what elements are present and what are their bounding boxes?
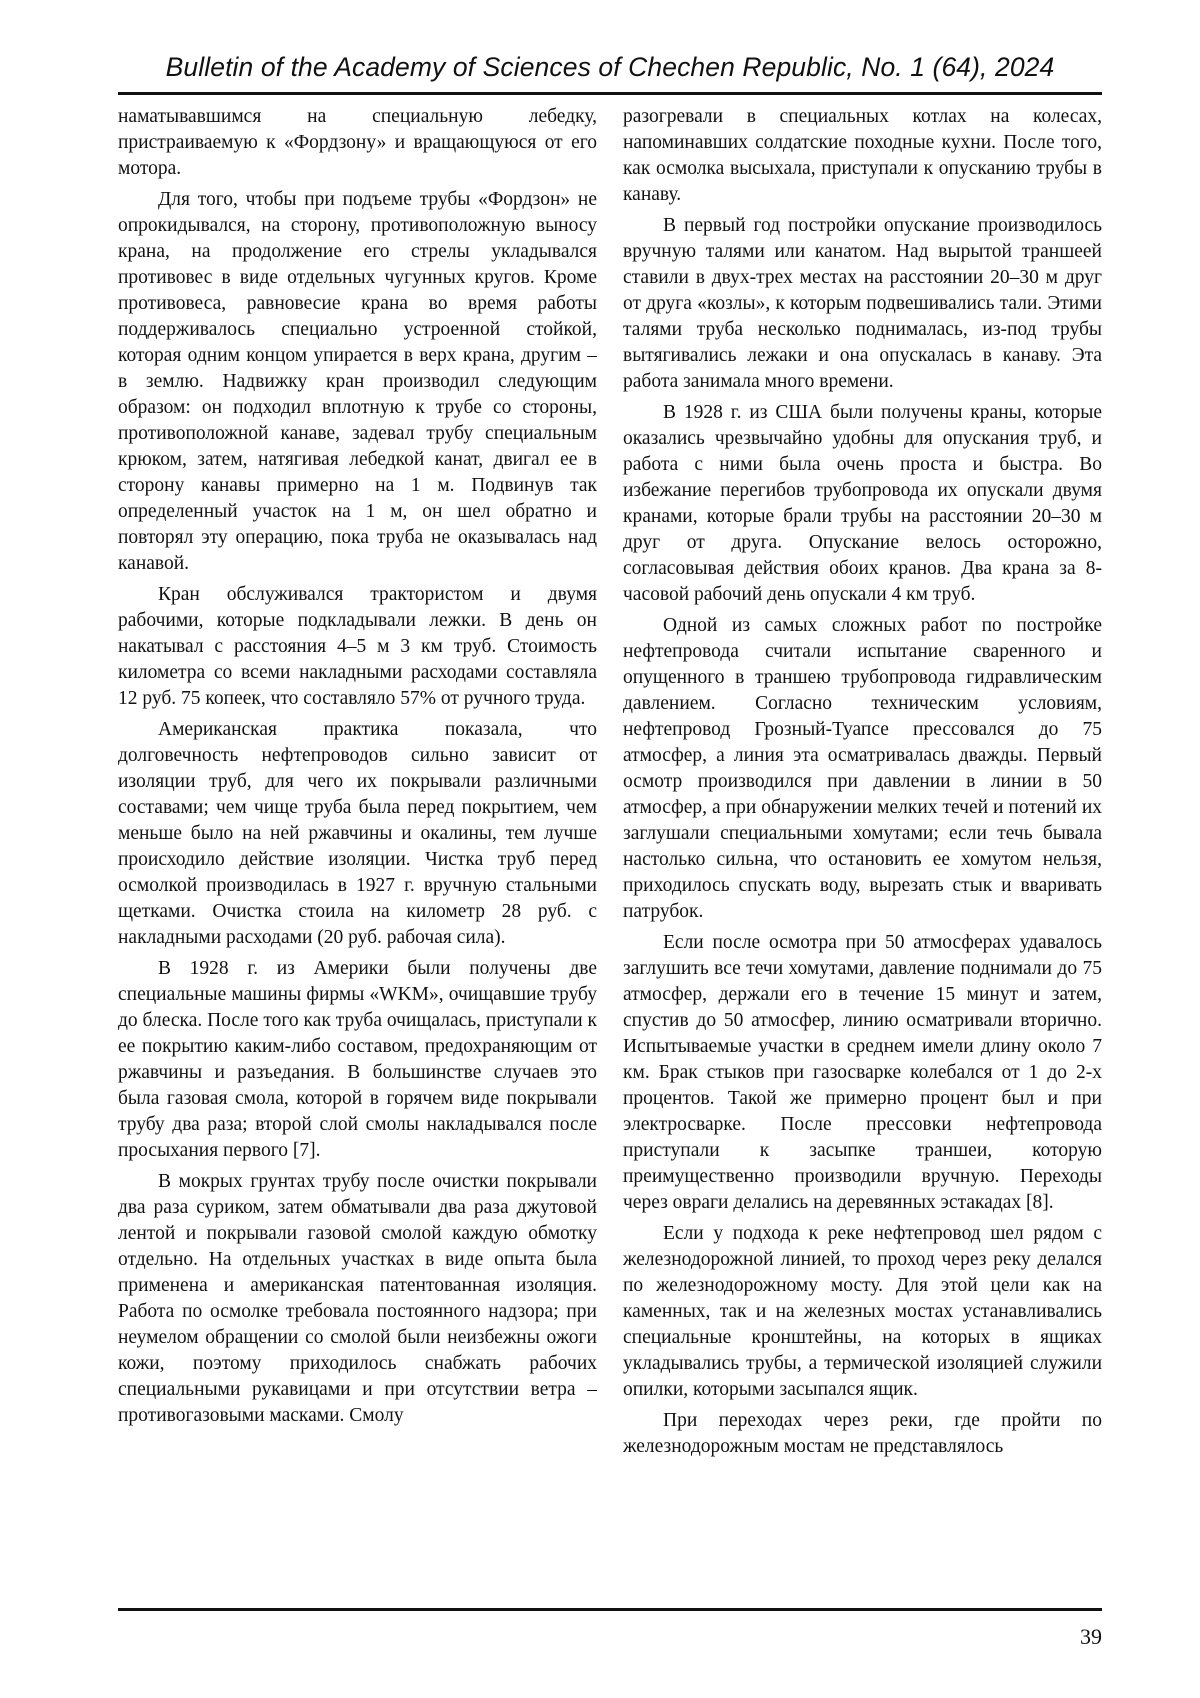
paragraph: В мокрых грунтах трубу после очистки покрывали два раза суриком, затем обматывали два раза джутовой лентой и покрывали газовой смолой каждую обмотку отдельно. На отдельных участках в виде опыта была применена и американская патентованная изоляция. Работа по осмолке требовала постоянного надзора; при неумелом обращении со смолой были неизбежны ожоги кожи, поэтому приходилось снабжать рабочих специальными рукавицами и при отсутствии ветра – противогазовыми масками. Смолу [118,1171,597,1426]
paragraph: В 1928 г. из Америки были получены две специальные машины фирмы «WKM», очищавшие трубу до блеска. После того как труба очищалась, приступали к ее покрытию каким-либо составом, предохраняющим от ржавчины и разъедания. В большинстве случаев это была газовая смола, которой в горячем виде покрывали трубу два раза; второй слой смолы накладывался после просыхания первого [7]. [118,958,597,1161]
paragraph: Если у подхода к реке нефтепровод шел рядом с железнодорожной линией, то проход через реку делался по железнодорожному мосту. Для этой цели как на каменных, так и на железных мостах устанавливались специальные кронштейны, на которых в ящиках укладывались трубы, а термической изоляцией служили опилки, которыми засыпался ящик. [623,1223,1102,1400]
paragraph: Для того, чтобы при подъеме трубы «Фордзон» не опрокидывался, на сторону, противоположную выносу крана, на продолжение его стрелы укладывался противовес в виде отдельных чугунных кругов. Кроме противовеса, равновесие крана во время работы поддерживалось специально устроенной стойкой, которая одним концом упирается в верх крана, другим – в землю. Надвижку кран производил следующим образом: он подходил вплотную к трубе со стороны, противоположной канаве, задевал трубу специальным крюком, затем, натягивая лебедкой канат, двигал ее в сторону канавы примерно на 1 м. Подвинув так определенный участок на 1 м, он шел обратно и повторял эту операцию, пока труба не оказывалась над канавой. [118,189,597,574]
footer-rule [118,1608,1102,1611]
paragraph: При переходах через реки, где пройти по железнодорожным мостам не представлялось [623,1410,1102,1457]
page-number: 39 [1080,1624,1102,1649]
paragraph: Если после осмотра при 50 атмосферах удавалось заглушить все течи хомутами, давление поднимали до 75 атмосфер, держали его в течение 15 минут и затем, спустив до 50 атмосфер, линию осматривали вторично. Испытываемые участки в среднем имели длину около 7 км. Брак стыков при газосварке колебался от 1 до 2-х процентов. Такой же примерно процент был и при электросварке. После прессовки нефтепровода приступали к засыпке траншеи, которую преимущественно производили вручную. Переходы через овраги делались на деревянных эстакадах [8]. [623,932,1102,1213]
header-rule [118,92,1102,95]
paragraph: Кран обслуживался трактористом и двумя рабочими, которые подкладывали лежки. В день он накатывал с расстояния 4–5 м 3 км труб. Стоимость километра со всеми накладными расходами составляла 12 руб. 75 копеек, что составляло 57% от ручного труда. [118,584,597,709]
paragraph: разогревали в специальных котлах на колесах, напоминавших солдатские походные кухни. После того, как осмолка высыхала, приступали к опусканию трубы в канаву. [623,106,1102,205]
paragraph: Американская практика показала, что долговечность нефтепроводов сильно зависит от изоляции труб, для чего их покрывали различными составами; чем чище труба была перед покрытием, чем меньше было на ней ржавчины и окалины, тем лучше происходило действие изоляции. Чистка труб перед осмолкой производилась в 1927 г. вручную стальными щетками. Очистка стоила на километр 28 руб. с накладными расходами (20 руб. рабочая сила). [118,719,597,948]
running-header: Bulletin of the Academy of Sciences of Chechen Republic, No. 1 (64), 2024 [165,52,1055,82]
paragraph: Одной из самых сложных работ по постройке нефтепровода считали испытание сваренного и опущенного в траншею трубопровода гидравлическим давлением. Согласно техническим условиям, нефтепровод Грозный-Туапсе прессовался до 75 атмосфер, а линия эта осматривалась дважды. Первый осмотр производился при давлении в линии в 50 атмосфер, а при обнаружении мелких течей и потений их заглушали специальными хомутами; если течь бывала настолько сильна, что остановить ее хомутом нельзя, приходилось спускать воду, вырезать стык и вваривать патрубок. [623,615,1102,922]
right-column [623,104,1102,1604]
paragraph: В 1928 г. из США были получены краны, которые оказались чрезвычайно удобны для опускания труб, и работа с ними была очень проста и быстра. Во избежание перегибов трубопровода их опускали двумя кранами, которые брали трубы на расстоянии 20–30 м друг от друга. Опускание велось осторожно, согласовывая действия обоих кранов. Два крана за 8-часовой рабочий день опускали 4 км труб. [623,402,1102,605]
paragraph: В первый год постройки опускание производилось вручную талями или канатом. Над вырытой траншеей ставили в двух-трех местах на расстоянии 20–30 м друг от друга «козлы», к которым подвешивались тали. Этими талями труба несколько поднималась, из-под трубы вытягивались лежаки и она опускалась в канаву. Эта работа занимала много времени. [623,215,1102,392]
paragraph: наматывавшимся на специальную лебедку, пристраиваемую к «Фордзону» и вращающуюся от его мотора. [118,106,597,179]
left-column [118,104,597,1604]
